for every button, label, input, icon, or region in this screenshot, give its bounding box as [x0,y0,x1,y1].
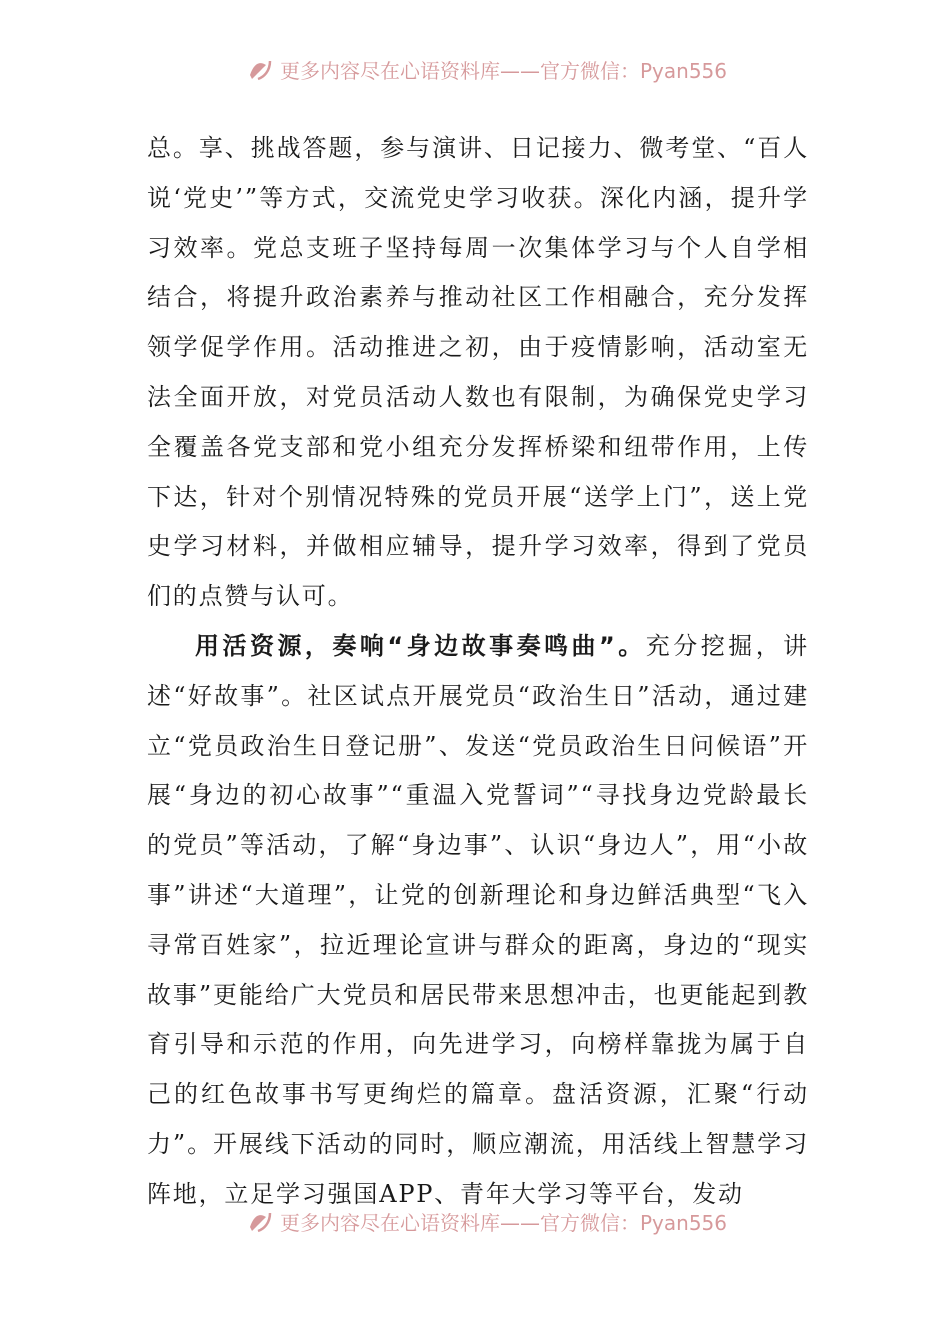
logo-icon [246,1207,274,1235]
document-body [147,124,809,1220]
watermark-text: 更多内容尽在心语资料库——官方微信：Pyan556 [280,1210,728,1235]
paragraph-text: 充分挖掘，讲述“好故事”。社区试点开展党员“政治生日”活动，通过建立“党员政治生日登记册”、发送“党员政治生日问候语”开展“身边的初心故事”“重温入党誓词”“寻找身边党龄最长的党员”等活动，了解“身边事”、认识“身边人”，用“小故事”讲述“大道理”，让党的创新理论和身边鲜活典型“飞入寻常百姓家”，拉近理论宣讲与群众的距离，身边的“现实故事”更能给广大党员和居民带来思想冲击，也更能起到教育引导和示范的作用，向先进学习，向榜样靠拢为属于自己的红色故事书写更绚烂的篇章。盘活资源，汇聚“行动力”。开展线下活动的同时，顺应潮流，用活线上智慧学习阵地，立足学习强国APP、青年大学习等平台，发动 [147,631,809,1208]
paragraph [147,622,809,1220]
paragraph-heading: 用活资源，奏响“身边故事奏鸣曲”。 [195,631,646,660]
watermark-header [246,54,766,84]
watermark-footer [246,1206,766,1236]
paragraph-text: 总。享、挑战答题，参与演讲、日记接力、微考堂、“百人说‘党史’”等方式，交流党史学习收获。深化内涵，提升学习效率。党总支班子坚持每周一次集体学习与个人自学相结合，将提升政治素养与推动社区工作相融合，充分发挥领学促学作用。活动推进之初，由于疫情影响，活动室无法全面开放，对党员活动人数也有限制，为确保党史学习全覆盖各党支部和党小组充分发挥桥梁和纽带作用，上传下达，针对个别情况特殊的党员开展“送学上门”，送上党史学习材料，并做相应辅导，提升学习效率，得到了党员们的点赞与认可。 [147,134,809,611]
watermark-text: 更多内容尽在心语资料库——官方微信：Pyan556 [280,58,728,83]
logo-icon [246,55,274,83]
paragraph [147,124,809,622]
